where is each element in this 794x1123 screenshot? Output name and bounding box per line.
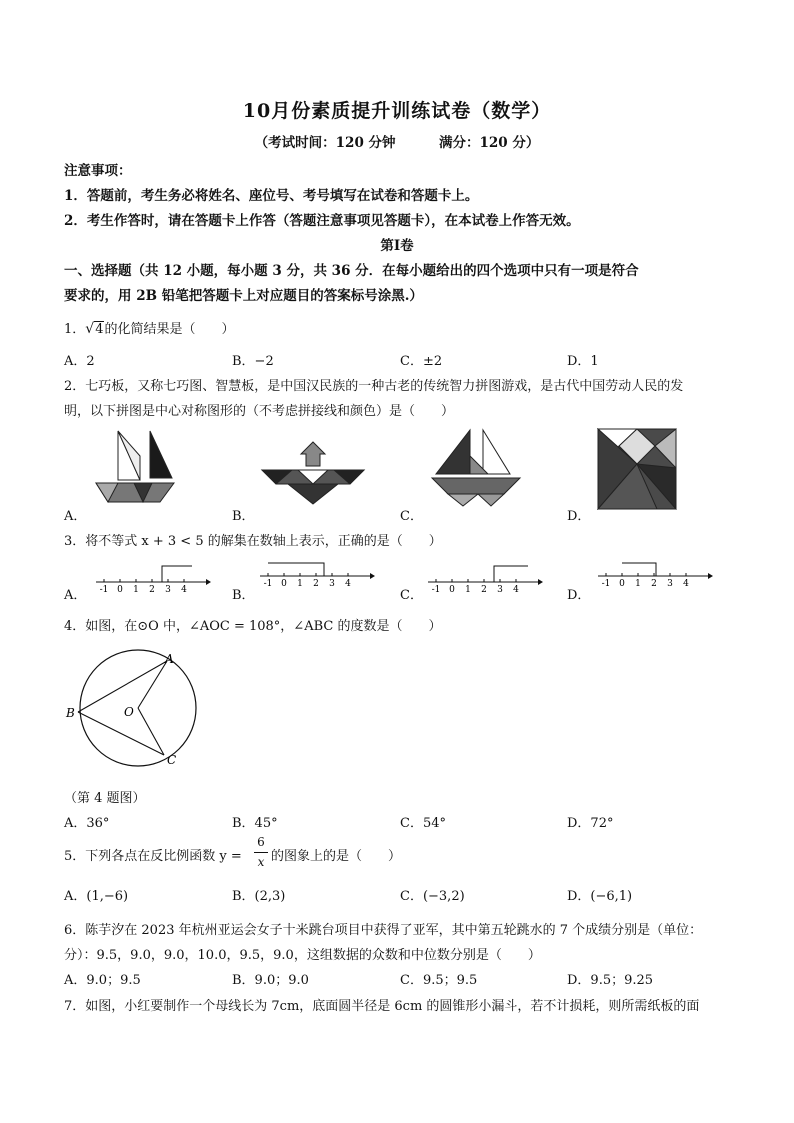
number-line-c [426,560,544,596]
tangram-sailboat-a [90,428,180,508]
q6-option-b: B．9.0；9.0 [232,973,309,988]
question-3: 3．将不等式 x + 3 < 5 的解集在数轴上表示，正确的是（ ） [64,534,442,549]
q5-option-c: C．(−3,2) [400,889,465,904]
q6-option-d: D．9.5；9.25 [567,973,654,988]
q4-option-c: C．54° [400,816,446,831]
q7-line1: 7．如图，小红要制作一个母线长为 7cm，底面圆半径是 6cm 的圆锥形小漏斗，若不计损耗，则所需纸板的面 [64,999,700,1014]
q5-denominator: x [257,855,265,869]
q2-option-d: D． [567,509,591,524]
label-b: B [66,706,75,720]
tick-label: 3 [497,585,503,595]
tick-label: 1 [465,585,471,595]
q5-option-b: B．(2,3) [232,889,286,904]
tangram-boat-b [258,440,368,510]
q3-option-b: B． [232,588,255,603]
exam-info [0,131,794,151]
tangram-square-d [597,428,677,510]
question-4: 4．如图，在⊙O 中，∠AOC = 108°，∠ABC 的度数是（ ） [64,619,442,634]
tick-label: 0 [281,579,287,589]
page-title: 10月份素质提升训练试卷（数学） [242,100,552,122]
q6-line1: 6．陈芋汐在 2023 年杭州亚运会女子十米跳台项目中获得了亚军，其中第五轮跳水的 7 个成绩分别是（单位： [64,923,703,938]
tick-label: 1 [297,579,303,589]
label-a: A [165,652,174,666]
q4-option-b: B．45° [232,816,278,831]
q3-option-c: C． [400,588,423,603]
q5-option-d: D．(−6,1) [567,889,633,904]
tick-group-b [264,573,352,589]
section1-line1: 一、选择题（共 12 小题，每小题 3 分，共 36 分．在每小题给出的四个选项中只有一项是符合 [64,263,639,279]
q1-option-a: A．2 [64,354,95,369]
tick-label: -1 [99,585,109,595]
tick-label: 3 [329,579,335,589]
exam-time: （考试时间：120 分钟 [254,135,396,151]
tick-label: -1 [601,579,611,589]
q6-line2: 分）：9.5，9.0，9.0，10.0，9.5，9.0，这组数据的众数和中位数分别是（ ） [64,948,541,963]
tick-label: -1 [263,579,273,589]
q2-option-a: A． [64,509,87,524]
number-line-a [94,560,212,596]
question-1 [64,318,235,337]
tick-label: 0 [619,579,625,589]
tick-label: 4 [513,585,519,595]
tick-label: 3 [165,585,171,595]
tick-label: 4 [683,579,689,589]
notice-item-1: 1．答题前，考生务必将姓名、座位号、考号填写在试卷和答题卡上。 [64,188,479,204]
fraction-bar [254,852,268,853]
tick-label: 4 [345,579,351,589]
tick-label: 1 [133,585,139,595]
notice-item-2: 2．考生作答时，请在答题卡上作答（答题注意事项见答题卡），在本试卷上作答无效。 [64,213,580,229]
label-c: C [167,753,177,767]
q5-prefix: 5．下列各点在反比例函数 y = [64,849,242,864]
tick-label: 2 [651,579,657,589]
q1-option-d: D．1 [567,354,599,369]
tick-group-d [602,573,690,589]
tick-group-c [432,579,520,595]
q3-option-a: A． [64,588,87,603]
tick-label: 0 [449,585,455,595]
q4-option-d: D．72° [567,816,614,831]
tick-label: -1 [431,585,441,595]
tick-label: 1 [635,579,641,589]
tick-label: 2 [481,585,487,595]
section1-line2: 要求的，用 2B 铅笔把答题卡上对应题目的答案标号涂黑.） [64,288,423,304]
number-line-b [258,560,376,596]
figure-4-caption: （第 4 题图） [64,791,146,806]
exam-score: 满分：120 分） [438,135,540,151]
q1-option-c: C．±2 [400,354,443,369]
q5-numerator: 6 [257,835,265,849]
part-heading: 第Ⅰ卷 [380,238,414,254]
circle-figure [64,644,204,774]
tangram-sailboat-c [428,426,523,511]
q2-option-b: B． [232,509,255,524]
q2-line2: 明，以下拼图是中心对称图形的（不考虑拼接线和颜色）是（ ） [64,404,455,419]
q6-option-a: A．9.0；9.5 [64,973,141,988]
q4-option-a: A．36° [64,816,110,831]
tick-label: 3 [667,579,673,589]
tick-label: 2 [313,579,319,589]
label-o: O [124,705,134,719]
notice-heading: 注意事项： [64,163,132,179]
q1-number: 1． [64,322,86,337]
q6-option-c: C．9.5；9.5 [400,973,478,988]
number-line-d [596,560,714,596]
q2-line1: 2．七巧板，又称七巧图、智慧板，是中国汉民族的一种古老的传统智力拼图游戏，是古代中国劳动人民的发 [64,379,684,394]
tick-label: 4 [181,585,187,595]
sqrt-sign: √ [85,321,95,337]
q1-radicand: 4 [95,322,104,337]
tick-label: 0 [117,585,123,595]
q2-option-c: C． [400,509,423,524]
q5-option-a: A．(1,−6) [64,889,129,904]
q3-option-d: D． [567,588,591,603]
tick-group-a [100,579,188,595]
q1-option-b: B．−2 [232,354,274,369]
q5-suffix: 的图象上的是（ ） [271,849,402,864]
q1-text: 的化简结果是（ ） [104,322,235,337]
tick-label: 2 [149,585,155,595]
